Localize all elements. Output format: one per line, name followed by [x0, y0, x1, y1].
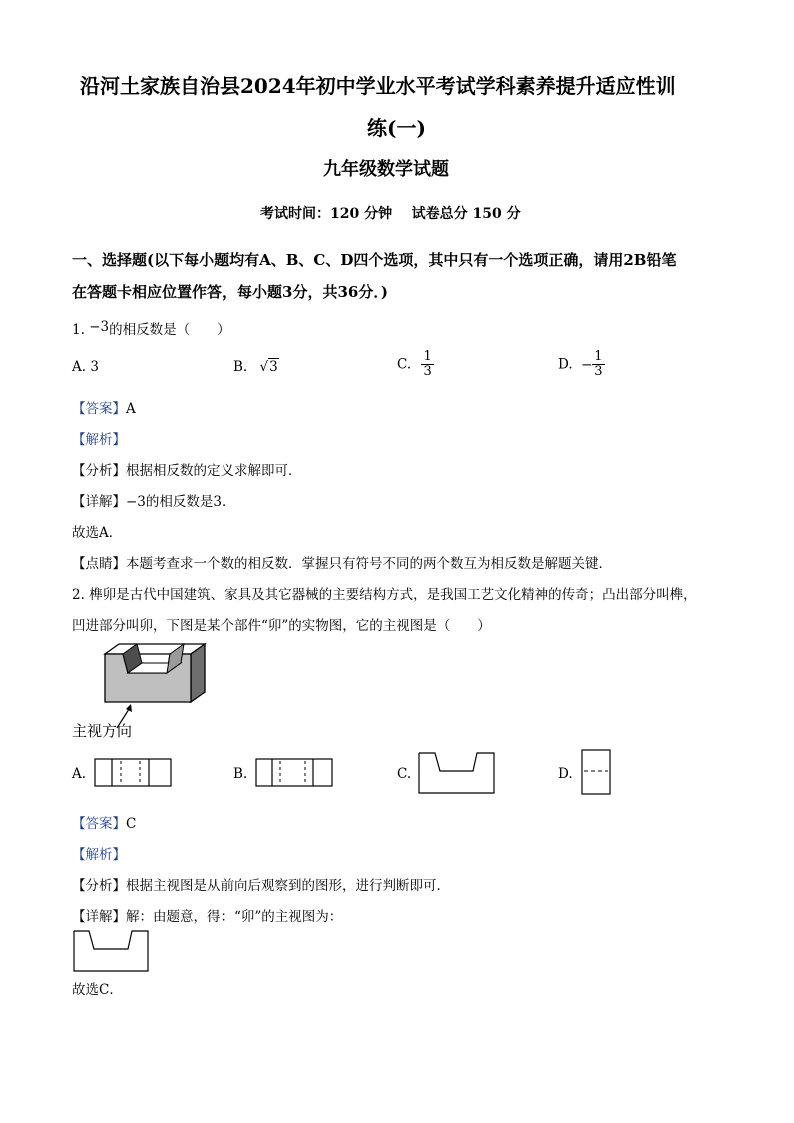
xiangjie-text: 解：由题意，得：“卯”的主视图为：: [126, 909, 343, 925]
document-subtitle: 九年级数学试题: [323, 159, 449, 180]
document-title-line2: 练(一): [367, 116, 426, 140]
q1-option-c: [397, 350, 434, 379]
q2-fenxi: [72, 874, 450, 894]
view-direction-caption: 主视方向: [72, 722, 133, 740]
q2-jiexi-tag: 【解析】: [72, 847, 126, 863]
q1-option-a: [72, 359, 99, 375]
q1-number: 1.: [72, 322, 85, 338]
q2-answer: [72, 812, 136, 832]
fenxi-text: 根据相反数的定义求解即可．: [126, 463, 302, 479]
option-d-label: D.: [558, 356, 573, 373]
option-c-figure: [417, 751, 497, 795]
q1-text: 的相反数是（ ）: [109, 322, 231, 338]
q2-option-c-label: C.: [397, 766, 412, 782]
option-a-value: 3: [90, 359, 99, 375]
exam-info: 考试时间：120 分钟 试卷总分 150 分: [260, 206, 521, 222]
q1-conclusion: 故选A．: [72, 525, 123, 541]
q2-option-b-label: B.: [233, 766, 248, 782]
minus-sign: −: [580, 356, 593, 373]
dianjing-tag: 【点睛】: [72, 556, 126, 572]
denominator: 3: [594, 364, 603, 379]
option-c-label: C.: [397, 356, 412, 373]
q1-dianjing: [72, 552, 612, 572]
answer-value: A: [126, 401, 136, 417]
answer-value: C: [126, 816, 137, 832]
front-view-answer-figure: [72, 929, 152, 973]
q1-stem: [72, 318, 231, 338]
xiangjie-tag: 【详解】: [72, 494, 126, 510]
radicand: 3: [269, 359, 278, 375]
q1-jiexi-tag: 【解析】: [72, 432, 126, 448]
q1-expression: −3: [89, 319, 110, 335]
xiangjie-tag: 【详解】: [72, 909, 126, 925]
q2-text-line1: 榫卯是古代中国建筑、家具及其它器械的主要结构方式，是我国工艺文化精神的传奇；凸出部分叫榫，: [89, 587, 697, 603]
fenxi-tag: 【分析】: [72, 878, 126, 894]
document-title-line1: 沿河土家族自治县2024年初中学业水平考试学科素养提升适应性训: [80, 74, 676, 98]
denominator: 3: [423, 364, 432, 379]
q1-answer: [72, 397, 136, 417]
numerator: 1: [594, 349, 603, 364]
q2-number: 2.: [72, 587, 85, 603]
part-top-face: [105, 644, 205, 654]
fenxi-text: 根据主视图是从前向后观察到的图形，进行判断即可．: [126, 878, 450, 894]
fraction: [421, 350, 433, 379]
option-a-figure: [94, 758, 174, 788]
q1-xiangjie: [72, 490, 236, 510]
xiangjie-text: −3的相反数是3．: [126, 494, 236, 510]
q1-option-b: [233, 359, 279, 375]
q2-stem-line1: [72, 583, 697, 603]
q2-stem-line2: 凹进部分叫卯，下图是某个部件“卯”的实物图，它的主视图是（ ）: [72, 618, 491, 634]
option-a-label: A.: [72, 359, 87, 375]
q2-option-a-label: A.: [72, 766, 87, 782]
q1-option-d: [558, 350, 605, 379]
q2-xiangjie: [72, 905, 342, 925]
fenxi-tag: 【分析】: [72, 463, 126, 479]
answer-tag: 【答案】: [72, 401, 126, 417]
fraction: [592, 350, 604, 379]
option-b-label: B.: [233, 359, 248, 375]
sqrt-expression: [260, 359, 279, 375]
section1-instruction-line1: 一、选择题(以下每小题均有A、B、C、D四个选项，其中只有一个选项正确，请用2B铅笔: [72, 251, 677, 269]
numerator: 1: [423, 349, 432, 364]
q1-fenxi: [72, 459, 302, 479]
q2-conclusion: 故选C．: [72, 982, 123, 998]
option-d-figure: [581, 749, 613, 797]
part-side-face: [191, 644, 205, 702]
dianjing-text: 本题考查求一个数的相反数．掌握只有符号不同的两个数互为相反数是解题关键．: [126, 556, 612, 572]
q2-option-d-label: D.: [558, 766, 573, 782]
arrow-head-icon: [126, 704, 132, 712]
option-b-figure: [255, 758, 335, 788]
section1-instruction-line2: 在答题卡相应位置作答，每小题3分，共36分．): [72, 283, 388, 301]
answer-tag: 【答案】: [72, 816, 126, 832]
radical-sign: √: [259, 359, 269, 375]
